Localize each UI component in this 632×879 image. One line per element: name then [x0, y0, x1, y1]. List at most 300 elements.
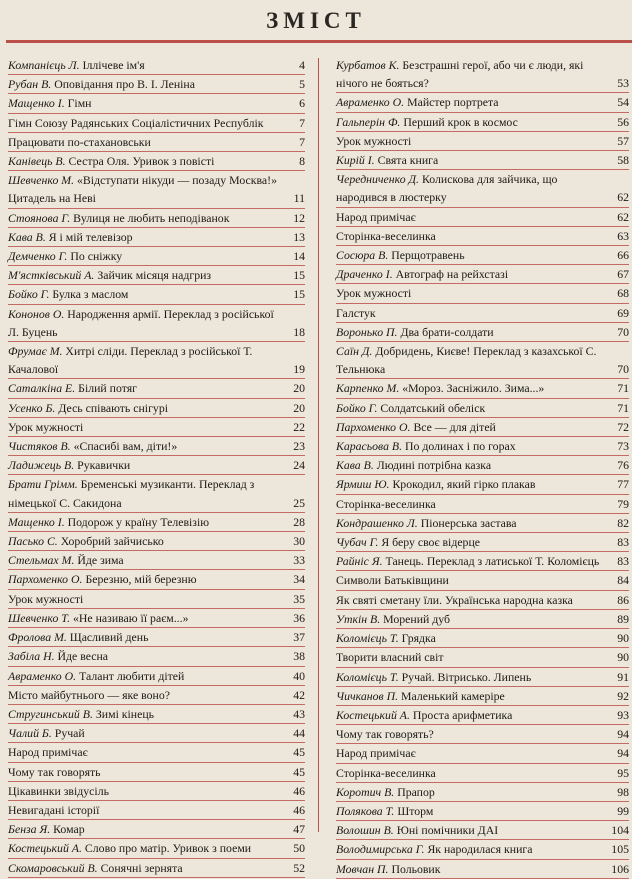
entry-page-number: 45: [293, 745, 305, 760]
toc-entry: [336, 687, 629, 706]
toc-entry: [336, 802, 629, 821]
entry-title: Проста арифметика: [412, 707, 513, 722]
entry-text: [336, 151, 611, 169]
toc-entry: [336, 208, 629, 227]
entry-page-number: 33: [293, 553, 305, 568]
entry-text: [8, 152, 287, 170]
entry-title: Безстрашні герої, або чи є люди, які нічого не бояться?: [336, 58, 584, 91]
entry-title: Десь співають снігурі: [58, 400, 168, 415]
entry-page-number: 47: [293, 822, 305, 837]
toc-entry: [8, 342, 305, 379]
header-rule: [6, 40, 632, 43]
entry-text: [8, 94, 287, 112]
entry-text: [8, 305, 287, 341]
entry-author: Авраменко О.: [8, 668, 77, 683]
toc-column-right: [336, 56, 629, 876]
entry-title: Піонерська застава: [420, 515, 517, 530]
entry-page-number: 86: [617, 592, 629, 607]
entry-page-number: 6: [299, 96, 305, 111]
entry-title: По долинах і по горах: [405, 439, 516, 454]
entry-text: [8, 475, 287, 511]
entry-author: Демченко Г.: [8, 249, 68, 264]
entry-author: Ярмиш Ю.: [336, 477, 390, 492]
entry-page-number: 43: [293, 706, 305, 721]
toc-entry: [8, 570, 305, 589]
entry-page-number: 73: [617, 439, 629, 454]
entry-title: Щасливий день: [69, 630, 149, 645]
entry-title: Гімн: [67, 96, 92, 111]
entry-text: [8, 705, 287, 723]
entry-title: Майстер портрета: [407, 95, 499, 110]
toc-entry: [336, 591, 629, 610]
entry-page-number: 56: [617, 114, 629, 129]
entry-author: Карпенко М.: [336, 381, 400, 396]
entry-title: Галстук: [336, 305, 376, 320]
entry-text: [336, 323, 611, 341]
entry-page-number: 93: [617, 707, 629, 722]
entry-title: Народ примічає: [8, 745, 88, 760]
entry-page-number: 28: [293, 514, 305, 529]
entry-title: Добридень, Києве! Переклад з казахської С. Тельнюка: [336, 344, 597, 377]
entry-text: [336, 437, 611, 455]
entry-page-number: 44: [293, 726, 305, 741]
toc-entry: [8, 75, 305, 94]
entry-title: Невигадані історії: [8, 802, 100, 817]
toc-entry: [8, 609, 305, 628]
toc-entry: [336, 552, 629, 571]
entry-page-number: 63: [617, 228, 629, 243]
entry-author: Полякова Т.: [336, 803, 395, 818]
entry-title: Цікавинки звідусіль: [8, 783, 109, 798]
entry-page-number: 36: [293, 610, 305, 625]
entry-text: [336, 399, 611, 417]
entry-author: Райніс Я.: [336, 554, 383, 569]
entry-page-number: 54: [617, 95, 629, 110]
entry-title: Працювати по-стахановськи: [8, 134, 151, 149]
entry-page-number: 20: [293, 381, 305, 396]
entry-author: Сосюра В.: [336, 248, 389, 263]
entry-title: Танець. Переклад з латиської Т. Коломієць: [385, 554, 600, 569]
entry-page-number: 62: [617, 209, 629, 224]
toc-entry: [336, 284, 629, 303]
toc-entry: [336, 170, 629, 207]
entry-author: Шевченко М.: [8, 173, 75, 188]
entry-text: [336, 93, 611, 111]
entry-title: Польовик: [391, 861, 441, 876]
entry-title: Шторм: [397, 803, 434, 818]
entry-author: Саїн Д.: [336, 344, 373, 359]
entry-title: Все — для дітей: [413, 419, 496, 434]
entry-title: «Відступати нікуди — позаду Москва!» Цитадель на Неві: [8, 173, 277, 206]
entry-title: Вулиця не любить неподіванок: [73, 210, 230, 225]
entry-author: Пасько С.: [8, 534, 58, 549]
entry-page-number: 30: [293, 534, 305, 549]
toc-entry: [336, 533, 629, 552]
toc-entry: [336, 265, 629, 284]
entry-title: Комар: [53, 822, 85, 837]
entry-author: Костецький А.: [8, 841, 82, 856]
toc-entry: [8, 56, 305, 75]
entry-author: Чистяков В.: [8, 439, 71, 454]
entry-title: Я беру своє відерце: [381, 535, 481, 550]
entry-title: Слово про матір. Уривок з поеми: [84, 841, 252, 856]
entry-text: [8, 114, 287, 132]
entry-author: Кондрашенко Л.: [336, 515, 418, 530]
entry-text: [336, 265, 611, 283]
entry-title: Перщотравень: [391, 248, 465, 263]
entry-text: [8, 513, 287, 531]
entry-text: [8, 285, 287, 303]
toc-entry: [336, 113, 629, 132]
entry-text: [336, 802, 611, 820]
entry-author: Чубач Г.: [336, 535, 379, 550]
entry-page-number: 42: [293, 687, 305, 702]
entry-page-number: 38: [293, 649, 305, 664]
entry-author: Канівець В.: [8, 154, 66, 169]
entry-title: Юні помічники ДАІ: [396, 823, 499, 838]
entry-text: [336, 821, 611, 839]
toc-entry: [336, 227, 629, 246]
entry-text: [336, 342, 611, 378]
entry-text: [336, 706, 611, 724]
entry-author: Кава В.: [8, 229, 46, 244]
entry-author: Усенко Б.: [8, 400, 56, 415]
toc-entry: [8, 209, 305, 228]
entry-title: Урок мужності: [336, 133, 412, 148]
toc-entry: [8, 859, 305, 878]
entry-page-number: 94: [617, 746, 629, 761]
entry-text: [8, 133, 287, 151]
toc-entry: [8, 152, 305, 171]
entry-title: Творити власний світ: [336, 650, 444, 665]
entry-page-number: 68: [617, 286, 629, 301]
toc-entry: [8, 437, 305, 456]
entry-text: [336, 208, 611, 226]
entry-page-number: 76: [617, 458, 629, 473]
entry-title: Сестра Оля. Уривок з повісті: [68, 154, 215, 169]
entry-title: Символи Батьківщини: [336, 573, 449, 588]
entry-author: Мащенко І.: [8, 514, 65, 529]
entry-text: [8, 551, 287, 569]
entry-author: Компанієць Л.: [8, 58, 80, 72]
entry-text: [336, 304, 611, 322]
toc-entry: [8, 228, 305, 247]
entry-author: Кононов О.: [8, 306, 65, 321]
entry-text: [336, 783, 611, 801]
entry-text: [8, 532, 287, 550]
toc-entry: [8, 171, 305, 208]
entry-title: Зайчик місяця надгриз: [97, 268, 212, 283]
toc-entry: [336, 610, 629, 629]
entry-page-number: 7: [299, 115, 305, 130]
entry-page-number: 79: [617, 496, 629, 511]
entry-author: Авраменко О.: [336, 95, 405, 110]
entry-page-number: 92: [617, 688, 629, 703]
toc-entry: [8, 820, 305, 839]
entry-text: [336, 514, 611, 532]
entry-title: Іллічеве ім'я: [82, 58, 145, 72]
entry-title: Сторінка-веселинка: [336, 496, 436, 511]
entry-author: Кирій І.: [336, 153, 375, 168]
toc-entry: [336, 495, 629, 514]
entry-title: Бременські музиканти. Переклад з німецької С. Сакидона: [8, 477, 255, 510]
entry-page-number: 50: [293, 841, 305, 856]
entry-text: [8, 859, 287, 877]
entry-title: Урок мужності: [336, 286, 412, 301]
toc-entry: [8, 801, 305, 820]
entry-title: «Не називаю її раєм...»: [73, 610, 189, 625]
entry-text: [8, 418, 287, 436]
toc-entry: [336, 93, 629, 112]
entry-text: [336, 629, 611, 647]
entry-title: Подорож у країну Телевізію: [67, 514, 210, 529]
toc-entry: [8, 418, 305, 437]
entry-title: Оповідання про В. І. Леніна: [54, 77, 195, 92]
entry-title: Крокодил, який гірко плакав: [392, 477, 536, 492]
entry-page-number: 77: [617, 477, 629, 492]
entry-title: Чому так говорять: [8, 764, 101, 779]
entry-author: Чередниченко Д.: [336, 172, 420, 187]
entry-author: Володимирська Г.: [336, 842, 425, 857]
entry-page-number: 104: [611, 823, 629, 838]
entry-text: [336, 610, 611, 628]
entry-text: [336, 495, 611, 513]
entry-page-number: 4: [299, 58, 305, 72]
entry-page-number: 72: [617, 419, 629, 434]
entry-text: [336, 56, 611, 92]
toc-column-left: [8, 56, 305, 875]
entry-title: Як народилася книга: [427, 842, 533, 857]
entry-text: [8, 209, 287, 227]
toc-entry: [336, 246, 629, 265]
toc-entry: [336, 379, 629, 398]
entry-title: Хитрі сліди. Переклад з російської Т. Качалової: [8, 344, 253, 377]
entry-title: Прапор: [397, 784, 435, 799]
toc-entry: [336, 514, 629, 533]
entry-page-number: 15: [293, 287, 305, 302]
entry-text: [336, 860, 611, 878]
entry-text: [8, 724, 287, 742]
toc-entry: [336, 629, 629, 648]
entry-page-number: 58: [617, 153, 629, 168]
entry-page-number: 82: [617, 515, 629, 530]
entry-page-number: 13: [293, 229, 305, 244]
entry-author: Коломієць Т.: [336, 669, 399, 684]
entry-page-number: 106: [611, 861, 629, 876]
entry-text: [8, 801, 287, 819]
entry-title: «Мороз. Засніжило. Зима...»: [402, 381, 545, 396]
toc-entry: [8, 399, 305, 418]
toc-entry: [336, 571, 629, 590]
toc-entry: [8, 590, 305, 609]
entry-page-number: 12: [293, 210, 305, 225]
entry-page-number: 34: [293, 572, 305, 587]
entry-text: [336, 227, 611, 245]
entry-title: Народ примічає: [336, 209, 416, 224]
entry-author: Чичканов П.: [336, 688, 399, 703]
entry-text: [336, 552, 611, 570]
entry-page-number: 67: [617, 267, 629, 282]
entry-page-number: 94: [617, 727, 629, 742]
entry-title: Урок мужності: [8, 419, 84, 434]
entry-page-number: 71: [617, 381, 629, 396]
column-divider: [318, 58, 319, 832]
entry-title: Йде зима: [77, 553, 124, 568]
entry-title: Сонячні зернята: [100, 860, 183, 875]
toc-entry: [336, 764, 629, 783]
entry-author: Фролова М.: [8, 630, 67, 645]
entry-text: [8, 609, 287, 627]
entry-page-number: 7: [299, 134, 305, 149]
entry-text: [8, 228, 287, 246]
entry-title: «Спасибі вам, діти!»: [73, 439, 178, 454]
entry-author: Саталкіна Е.: [8, 381, 76, 396]
entry-text: [8, 379, 287, 397]
toc-entry: [8, 763, 305, 782]
entry-page-number: 95: [617, 765, 629, 780]
entry-author: Стоянова Г.: [8, 210, 71, 225]
toc-entry: [8, 686, 305, 705]
toc-entry: [336, 821, 629, 840]
entry-page-number: 15: [293, 268, 305, 283]
entry-author: Коломієць Т.: [336, 631, 399, 646]
entry-text: [8, 590, 287, 608]
entry-text: [8, 782, 287, 800]
entry-page-number: 66: [617, 248, 629, 263]
entry-page-number: 23: [293, 439, 305, 454]
entry-author: Костецький А.: [336, 707, 410, 722]
entry-title: Як святі сметану їли. Українська народна казка: [336, 592, 573, 607]
entry-title: Гімн Союзу Радянських Соціалістичних Республік: [8, 115, 264, 130]
entry-page-number: 57: [617, 133, 629, 148]
page-title: ЗМІСТ: [266, 8, 366, 33]
entry-page-number: 8: [299, 154, 305, 169]
entry-text: [336, 379, 611, 397]
entry-text: [336, 764, 611, 782]
toc-entry: [8, 133, 305, 152]
entry-text: [8, 839, 287, 857]
entry-title: Зимі кінець: [95, 706, 155, 721]
entry-title: Сторінка-веселинка: [336, 228, 436, 243]
entry-text: [8, 456, 287, 474]
toc-entry: [8, 532, 305, 551]
entry-author: Воронько П.: [336, 324, 398, 339]
entry-title: Хоробрий зайчисько: [60, 534, 164, 549]
toc-entry: [336, 323, 629, 342]
toc-entry: [8, 628, 305, 647]
entry-author: Курбатов К.: [336, 58, 400, 72]
toc-entry: [8, 667, 305, 686]
entry-text: [8, 171, 287, 207]
toc-entry: [8, 724, 305, 743]
toc-entry: [8, 839, 305, 858]
entry-page-number: 83: [617, 535, 629, 550]
entry-author: Гальперін Ф.: [336, 114, 401, 129]
toc-entry: [8, 705, 305, 724]
entry-page-number: 53: [617, 76, 629, 91]
entry-page-number: 5: [299, 77, 305, 92]
toc-entry: [8, 551, 305, 570]
entry-title: Народ примічає: [336, 746, 416, 761]
entry-title: Грядка: [401, 631, 436, 646]
entry-title: Солдатський обеліск: [380, 400, 486, 415]
entry-page-number: 19: [293, 362, 305, 377]
entry-page-number: 20: [293, 400, 305, 415]
entry-author: Драченко І.: [336, 267, 393, 282]
toc-entry: [8, 285, 305, 304]
toc-entry: [336, 860, 629, 879]
entry-author: Стельмах М.: [8, 553, 75, 568]
entry-page-number: 62: [617, 190, 629, 205]
toc-entry: [8, 305, 305, 342]
entry-author: Стругинський В.: [8, 706, 93, 721]
entry-title: Народження армії. Переклад з російської Л. Буцень: [8, 306, 274, 339]
entry-author: Пархоменко О.: [336, 419, 411, 434]
entry-author: Мовчан П.: [336, 861, 389, 876]
entry-page-number: 52: [293, 860, 305, 875]
entry-page-number: 46: [293, 783, 305, 798]
entry-author: Ладижець В.: [8, 458, 75, 473]
entry-text: [336, 246, 611, 264]
toc-entry: [336, 418, 629, 437]
entry-text: [8, 247, 287, 265]
toc-entry: [336, 304, 629, 323]
entry-page-number: 91: [617, 669, 629, 684]
entry-author: Чалий Б.: [8, 726, 52, 741]
entry-text: [336, 284, 611, 302]
toc-entry: [336, 725, 629, 744]
entry-text: [336, 475, 611, 493]
entry-text: [336, 456, 611, 474]
entry-text: [8, 437, 287, 455]
entry-title: Свята книга: [377, 153, 439, 168]
entry-text: [336, 840, 611, 858]
entry-text: [336, 132, 611, 150]
entry-author: Бойко Г.: [8, 287, 50, 302]
toc-entry: [8, 513, 305, 532]
toc-entry: [8, 247, 305, 266]
entry-page-number: 89: [617, 611, 629, 626]
entry-page-number: 35: [293, 591, 305, 606]
entry-title: Колискова для зайчика, що народився в люстерку: [336, 172, 558, 205]
entry-page-number: 11: [293, 191, 305, 206]
entry-title: Рукавички: [77, 458, 131, 473]
toc-entry: [8, 475, 305, 512]
entry-page-number: 71: [617, 400, 629, 415]
entry-author: Коротич В.: [336, 784, 395, 799]
toc-entry: [8, 266, 305, 285]
entry-title: Маленький камеріре: [401, 688, 505, 703]
entry-page-number: 70: [617, 362, 629, 377]
toc-entry: [336, 56, 629, 93]
entry-author: Бенза Я.: [8, 822, 51, 837]
toc-entry: [336, 437, 629, 456]
entry-text: [8, 266, 287, 284]
toc-entry: [336, 132, 629, 151]
entry-title: Автограф на рейхстазі: [395, 267, 509, 282]
toc-entry: [8, 114, 305, 133]
entry-title: Перший крок в космос: [403, 114, 518, 129]
toc-entry: [336, 744, 629, 763]
entry-title: Морений дуб: [383, 611, 451, 626]
entry-author: Мащенко І.: [8, 96, 65, 111]
toc-entry: [8, 782, 305, 801]
toc-entry: [8, 647, 305, 666]
entry-page-number: 18: [293, 324, 305, 339]
entry-text: [8, 75, 287, 93]
entry-text: [8, 686, 287, 704]
toc-entry: [8, 456, 305, 475]
